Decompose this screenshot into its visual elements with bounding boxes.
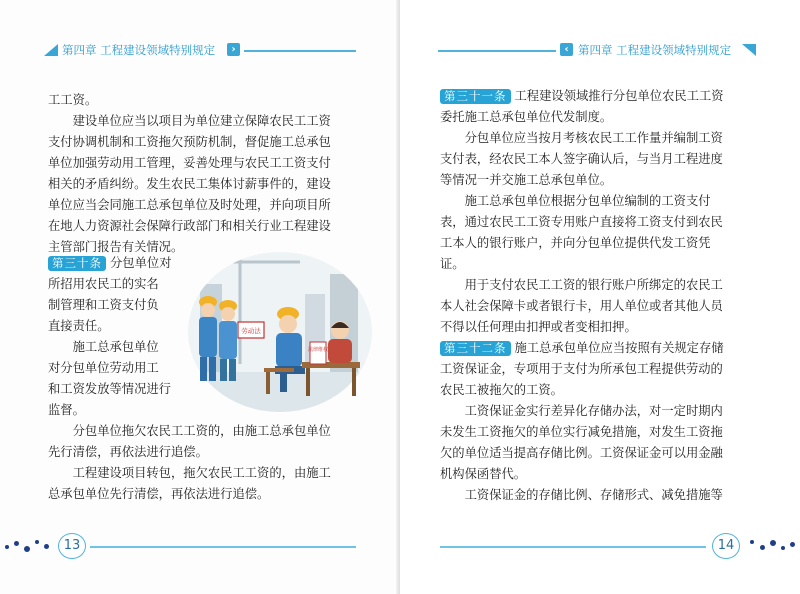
right-body — [440, 86, 760, 506]
paragraph — [48, 111, 368, 132]
text-line: 工工资。 — [48, 93, 98, 107]
text-line: 和工资发放等情况进行 — [48, 382, 171, 396]
prev-chevron-icon: ‹ — [560, 43, 573, 56]
text-line: 施工总承包单位根据分包单位编制的工资支付 — [464, 194, 711, 208]
next-chevron-icon: › — [227, 43, 240, 56]
text-line: 用于支付农民工工资的银行账户所绑定的农民工 — [464, 278, 723, 292]
text-line: 直接责任。 — [48, 319, 110, 333]
sign-labor-law: 劳动法 — [241, 327, 261, 335]
text-line: 主管部门报告有关情况。 — [48, 240, 184, 254]
text-line: 单位加强劳动用工管理，妥善处理与农民工工资支付 — [48, 156, 331, 170]
text-line: 所招用农民工的实名 — [48, 277, 159, 291]
header-triangle-icon — [742, 44, 756, 56]
text-line: 制管理和工资支付负 — [48, 298, 159, 312]
right-header — [578, 42, 731, 58]
text-line: 工资保证金实行差异化存储办法，对一定时期内 — [464, 404, 723, 418]
page-number: 13 — [58, 533, 86, 559]
chapter-title: 第四章 工程建设领域特别规定 — [578, 43, 732, 57]
text-line: 欠的单位适当提高存储比例。工资保证金可以用金融 — [440, 446, 723, 460]
text-line: 在地人力资源社会保障行政部门和相关行业工程建设 — [48, 219, 331, 233]
left-body — [48, 90, 368, 258]
text-line: 先行清偿，再依法进行追偿。 — [48, 445, 208, 459]
right-page — [400, 0, 800, 594]
text-line: 施工总承包单位应当按照有关规定存储 — [514, 341, 724, 355]
text-line: 监督。 — [48, 403, 85, 417]
text-line: 对分包单位劳动用工 — [48, 361, 159, 375]
article-30 — [48, 253, 188, 421]
text-line: 证。 — [440, 257, 465, 271]
text-line: 等情况一并交施工总承包单位。 — [440, 173, 613, 187]
text-line: 分包单位对 — [110, 256, 172, 270]
article-tag: 第三十二条 — [440, 341, 511, 356]
article-tag: 第三十一条 — [440, 89, 511, 104]
text-line: 不得以任何理由扣押或者变相扣押。 — [440, 320, 637, 334]
text-line: 工程建设领域推行分包单位农民工工资 — [514, 89, 724, 103]
text-line: 分包单位拖欠农民工工资的，由施工总承包单位 — [72, 424, 331, 438]
text-line: 相关的矛盾纠纷。发生农民工集体讨薪事件的，建设 — [48, 177, 331, 191]
text-line: 机构保函替代。 — [440, 467, 527, 481]
text-line: 施工总承包单位 — [72, 340, 159, 354]
left-body-lower — [48, 421, 368, 505]
text-line: 工程建设项目转包，拖欠农民工工资的，由施工 — [72, 466, 331, 480]
text-line: 支付协调机制和工资拖欠预防机制，督促施工总承包 — [48, 135, 331, 149]
footer-rule — [90, 546, 356, 548]
footer-rule — [440, 546, 706, 548]
text-line: 表，通过农民工工资专用账户直接将工资支付到农民 — [440, 215, 723, 229]
header-triangle-icon — [44, 44, 58, 56]
text-line: 工资保证金的存储比例、存储形式、减免措施等 — [464, 488, 723, 502]
page-number: 14 — [712, 533, 740, 559]
text-line: 本人社会保障卡或者银行卡，用人单位或者其他人员 — [440, 299, 723, 313]
text-line: 农民工被拖欠的工资。 — [440, 383, 563, 397]
text-line: 工本人的银行账户，并向分包单位提供代发工资凭 — [440, 236, 711, 250]
text-line: 支付表，经农民工本人签字确认后，与当月工程进度 — [440, 152, 723, 166]
text-line: 分包单位应当按月考核农民工工作量并编制工资 — [464, 131, 723, 145]
sign-legal-rights: 法律维权 — [307, 347, 329, 353]
illustration-workers — [180, 244, 380, 414]
chapter-title: 第四章 工程建设领域特别规定 — [62, 43, 216, 57]
article-tag: 第三十条 — [48, 256, 106, 271]
text-line: 工资保证金，专项用于支付为所承包工程提供劳动的 — [440, 362, 723, 376]
text-line: 委托施工总承包单位代发制度。 — [440, 110, 613, 124]
text-line: 总承包单位先行清偿，再依法进行追偿。 — [48, 487, 270, 501]
text-line: 未发生工资拖欠的单位实行减免措施，对发生工资拖 — [440, 425, 723, 439]
text-line: 建设单位应当以项目为单位建立保障农民工工资 — [72, 114, 331, 128]
left-header — [62, 42, 215, 58]
text-line: 单位应当会同施工总承包单位及时处理，并向项目所 — [48, 198, 331, 212]
